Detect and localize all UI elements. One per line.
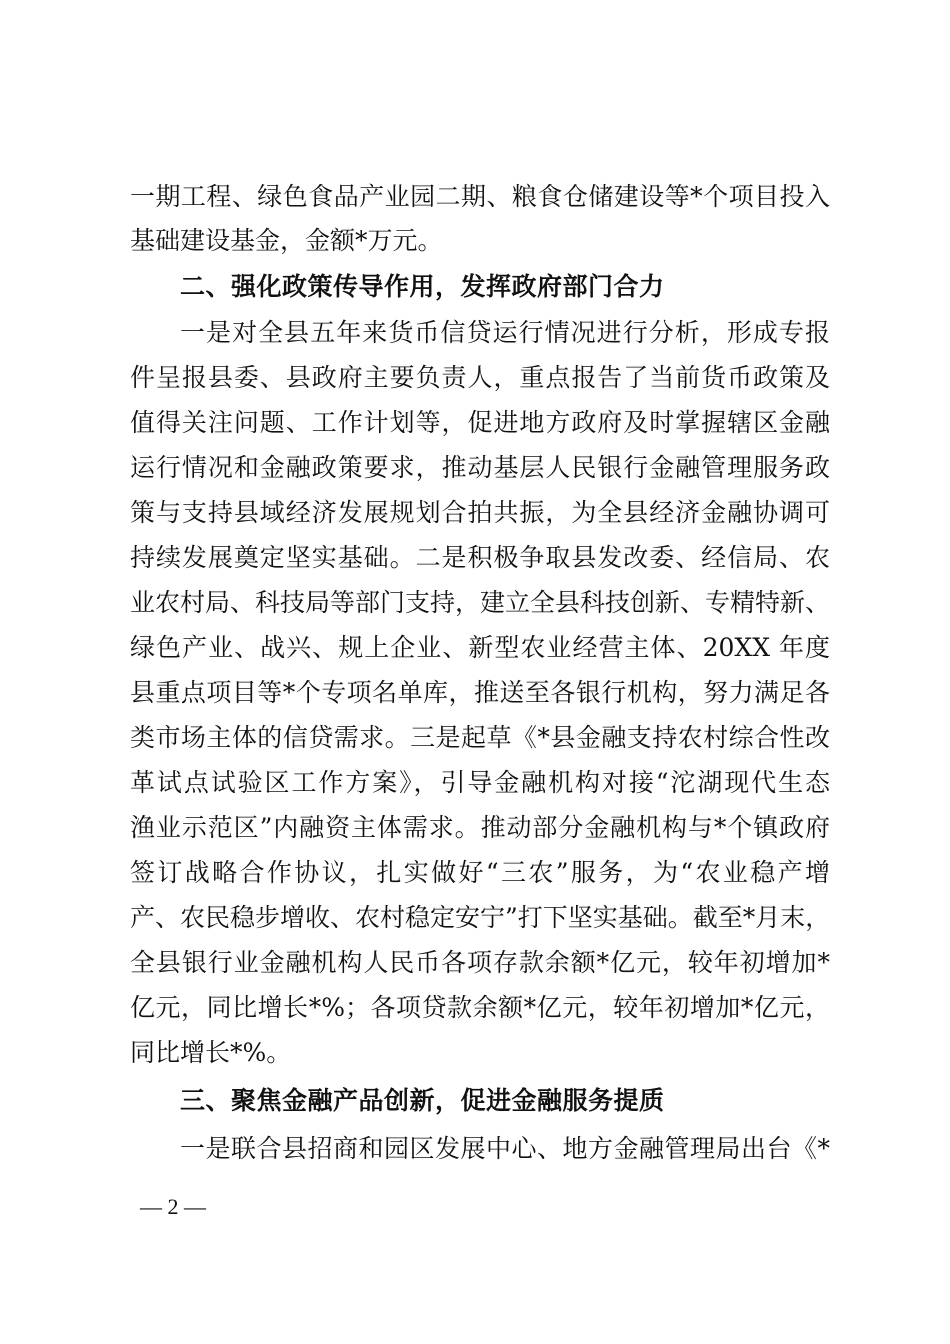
paragraph-2-line-15: 全县银行业金融机构人民币各项存款余额*亿元，较年初增加*	[130, 948, 830, 977]
paragraph-2-line-1: 一是对全县五年来货币信贷运行情况进行分析，形成专报	[180, 318, 830, 347]
paragraph-2-line-10: 类市场主体的信贷需求。三是起草《*县金融支持农村综合性改	[130, 723, 830, 752]
paragraph-2-line-13: 签订战略合作协议，扎实做好“三农”服务，为“农业稳产增	[130, 858, 830, 887]
paragraph-2-line-14: 产、农民稳步增收、农村稳定安宁”打下坚实基础。截至*月末，	[130, 903, 831, 932]
page-number: — 2 —	[140, 1194, 206, 1219]
paragraph-2-line-5: 策与支持县域经济发展规划合拍共振，为全县经济金融协调可	[130, 498, 830, 527]
paragraph-2-line-11: 革试点试验区工作方案》，引导金融机构对接“沱湖现代生态	[130, 768, 830, 797]
paragraph-2-line-3: 值得关注问题、工作计划等，促进地方政府及时掌握辖区金融	[130, 408, 830, 437]
section-heading-3: 三、聚焦金融产品创新，促进金融服务提质	[180, 1086, 665, 1115]
paragraph-3-line-1: 一是联合县招商和园区发展中心、地方金融管理局出台《*	[180, 1134, 830, 1163]
paragraph-2-line-9: 县重点项目等*个专项名单库，推送至各银行机构，努力满足各	[130, 678, 830, 707]
paragraph-2-line-2: 件呈报县委、县政府主要负责人，重点报告了当前货币政策及	[130, 363, 830, 392]
paragraph-2-line-16: 亿元，同比增长*%；各项贷款余额*亿元，较年初增加*亿元，	[130, 993, 830, 1022]
paragraph-2-line-8: 绿色产业、战兴、规上企业、新型农业经营主体、20XX 年度	[130, 633, 830, 662]
section-heading-2: 二、强化政策传导作用，发挥政府部门合力	[180, 272, 665, 301]
paragraph-2-line-17: 同比增长*%。	[130, 1038, 292, 1067]
paragraph-1-line-2: 基础建设基金，金额*万元。	[130, 226, 443, 255]
paragraph-1-line-1: 一期工程、绿色食品产业园二期、粮食仓储建设等*个项目投入	[130, 182, 830, 211]
paragraph-2-line-7: 业农村局、科技局等部门支持，建立全县科技创新、专精特新、	[130, 588, 831, 617]
paragraph-2-line-6: 持续发展奠定坚实基础。二是积极争取县发改委、经信局、农	[130, 543, 830, 572]
paragraph-2-line-12: 渔业示范区”内融资主体需求。推动部分金融机构与*个镇政府	[130, 813, 830, 842]
paragraph-2-line-4: 运行情况和金融政策要求，推动基层人民银行金融管理服务政	[130, 453, 830, 482]
